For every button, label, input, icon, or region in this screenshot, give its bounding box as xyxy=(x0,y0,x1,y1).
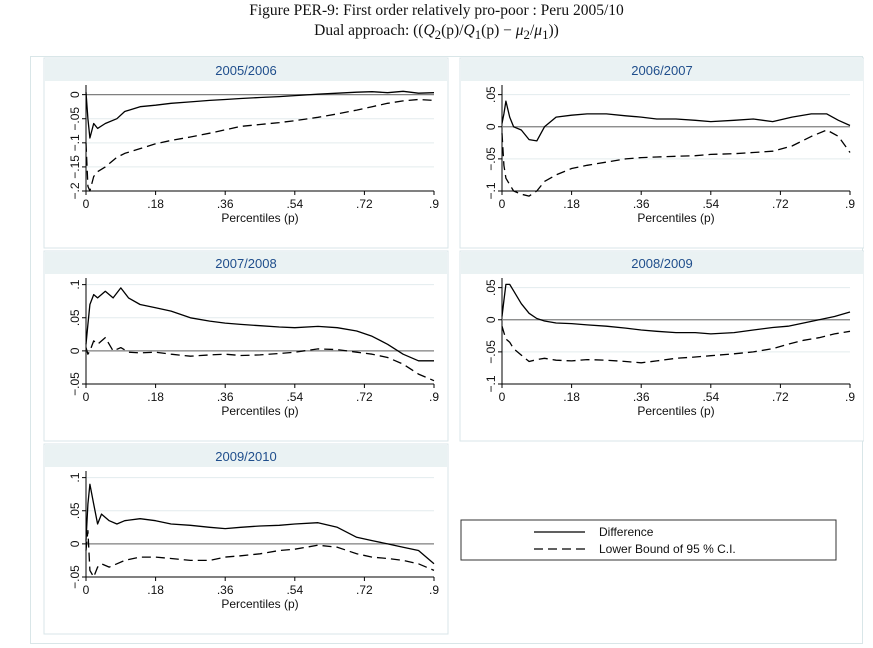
y-tick-label: −.05 xyxy=(68,372,82,396)
chart-figure xyxy=(30,44,864,644)
x-tick-label: .54 xyxy=(286,583,304,597)
x-tick-label: .18 xyxy=(563,390,580,404)
plot-area xyxy=(502,85,850,191)
panel-title: 2009/2010 xyxy=(215,449,277,464)
x-tick-label: .18 xyxy=(147,197,164,211)
subtitle-mu1: μ xyxy=(534,22,543,39)
y-tick-label: −.1 xyxy=(68,134,82,152)
x-axis-label: Percentiles (p) xyxy=(221,597,299,611)
plot-area xyxy=(502,278,850,384)
subtitle-mu2-sub: 2 xyxy=(523,27,530,43)
subtitle-mid1: (p)/ xyxy=(441,22,464,39)
x-tick-label: .18 xyxy=(147,390,164,404)
x-tick-label: .54 xyxy=(702,390,720,404)
x-tick-label: .72 xyxy=(772,390,789,404)
chart-panel-5 xyxy=(44,444,448,634)
x-tick-label: .36 xyxy=(216,390,234,404)
y-tick-label: .05 xyxy=(484,279,498,296)
y-tick-label: 0 xyxy=(68,91,82,98)
chart-panel-1 xyxy=(44,58,448,248)
x-tick-label: .54 xyxy=(286,197,304,211)
x-tick-label: .36 xyxy=(216,583,234,597)
subtitle-q1: Q xyxy=(463,22,475,39)
x-tick-label: 0 xyxy=(82,583,90,597)
y-tick-label: .05 xyxy=(68,309,82,327)
x-tick-label: .36 xyxy=(632,390,650,404)
figure-title: Figure PER-9: First order relatively pro-poor : Peru 2005/10 xyxy=(249,2,624,19)
x-tick-label: .72 xyxy=(356,197,373,211)
x-axis-label: Percentiles (p) xyxy=(637,211,715,225)
subtitle-slash: / xyxy=(529,22,535,39)
y-tick-label: −.1 xyxy=(484,182,498,200)
x-tick-label: 0 xyxy=(82,390,90,404)
chart-panel-3 xyxy=(44,251,448,441)
y-tick-label: .05 xyxy=(484,86,498,103)
y-tick-label: 0 xyxy=(484,123,498,131)
x-tick-label: .18 xyxy=(147,583,164,597)
x-tick-label: .9 xyxy=(844,390,856,404)
chart-panel-2 xyxy=(460,58,864,248)
panel-title: 2005/2006 xyxy=(215,63,277,78)
subtitle-suffix: )) xyxy=(548,22,559,39)
y-tick-label: −.2 xyxy=(68,182,82,200)
panel-title: 2006/2007 xyxy=(631,63,693,78)
y-tick-label: .1 xyxy=(68,472,82,483)
y-tick-label: 0 xyxy=(484,316,498,324)
subtitle-q2-sub: 2 xyxy=(434,27,442,43)
y-tick-label: −.1 xyxy=(484,375,498,393)
figure-subtitle xyxy=(0,22,873,43)
x-tick-label: .36 xyxy=(216,197,234,211)
y-tick-label: .05 xyxy=(68,502,82,520)
y-tick-label: −.05 xyxy=(484,340,498,364)
legend-label: Difference xyxy=(599,525,654,539)
chart-panel-4 xyxy=(460,251,864,441)
subtitle-q1-sub: 1 xyxy=(474,27,482,43)
y-tick-label: −.05 xyxy=(68,565,82,589)
plot-area xyxy=(86,85,434,191)
x-tick-label: 0 xyxy=(82,197,90,211)
y-tick-label: 0 xyxy=(68,540,82,548)
x-tick-label: .18 xyxy=(563,197,580,211)
panel-title: 2008/2009 xyxy=(631,256,693,271)
x-tick-label: 0 xyxy=(498,390,506,404)
x-axis-label: Percentiles (p) xyxy=(221,404,299,418)
x-axis-label: Percentiles (p) xyxy=(637,404,715,418)
y-tick-label: −.05 xyxy=(484,147,498,171)
x-tick-label: .9 xyxy=(844,197,856,211)
y-tick-label: −.05 xyxy=(68,106,82,131)
legend xyxy=(461,520,836,560)
x-tick-label: .9 xyxy=(428,390,440,404)
y-tick-label: .1 xyxy=(68,279,82,290)
x-tick-label: .9 xyxy=(428,197,440,211)
panel-title: 2007/2008 xyxy=(215,256,277,271)
y-tick-label: 0 xyxy=(68,347,82,355)
legend-label: Lower Bound of 95 % C.I. xyxy=(599,542,736,556)
y-tick-label: −.15 xyxy=(68,155,82,179)
subtitle-mu2: μ xyxy=(515,22,524,39)
x-axis-label: Percentiles (p) xyxy=(221,211,299,225)
subtitle-q2: Q xyxy=(423,22,435,39)
x-tick-label: .72 xyxy=(356,583,373,597)
x-tick-label: .72 xyxy=(356,390,373,404)
x-tick-label: 0 xyxy=(498,197,506,211)
subtitle-mid2: (p) − xyxy=(481,22,516,39)
x-tick-label: .72 xyxy=(772,197,789,211)
subtitle-mu1-sub: 1 xyxy=(542,27,549,43)
plot-area xyxy=(86,471,434,577)
x-tick-label: .9 xyxy=(428,583,440,597)
subtitle-prefix: Dual approach: (( xyxy=(314,22,424,39)
plot-area xyxy=(86,278,434,384)
x-tick-label: .54 xyxy=(286,390,304,404)
x-tick-label: .54 xyxy=(702,197,720,211)
x-tick-label: .36 xyxy=(632,197,650,211)
